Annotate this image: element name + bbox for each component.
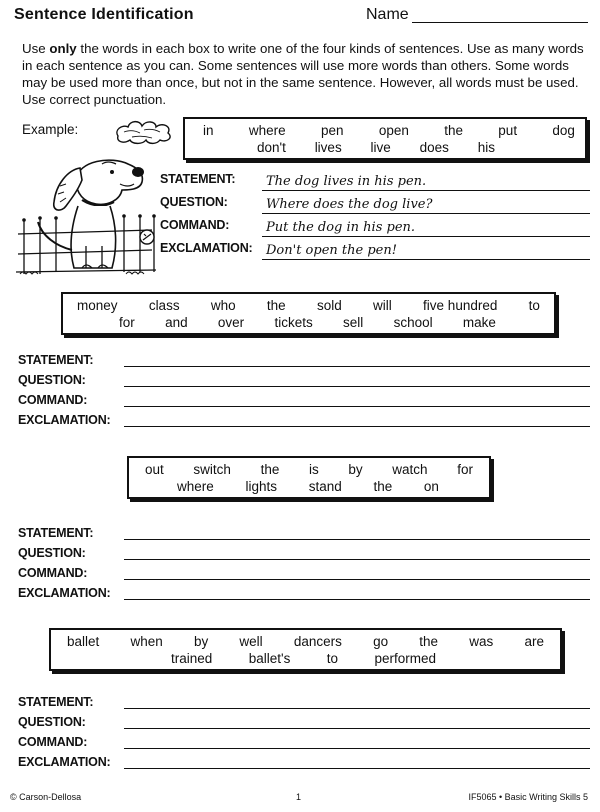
word: watch [392,462,428,477]
word: when [130,634,163,649]
footer-copyright: © Carson-Dellosa [10,792,82,802]
question-answer-line[interactable] [124,386,590,387]
question-answer-line[interactable] [124,728,590,729]
word: lights [245,479,277,494]
word: was [469,634,494,649]
word: go [373,634,389,649]
word: on [423,479,439,494]
word: open [378,123,409,138]
statement-label: STATEMENT: [18,526,94,540]
word: out [145,462,164,477]
word-box-2-row-1 [129,462,489,477]
word: trained [171,651,213,666]
exclamation-answer-line[interactable] [124,768,590,769]
word: does [419,140,449,155]
word: five hundred [423,298,498,313]
command-label: COMMAND: [18,566,88,580]
statement-answer-line[interactable] [124,366,590,367]
name-line[interactable] [412,22,588,23]
word: ballet [67,634,100,649]
word-box-2 [127,456,491,499]
command-answer-line[interactable] [124,406,590,407]
word-box-3-row-2 [51,651,560,666]
word: for [119,315,135,330]
word: who [210,298,236,313]
word: class [148,298,180,313]
word: by [193,634,209,649]
word: pen [320,123,344,138]
example-statement-label: STATEMENT: [160,172,236,186]
word: stand [308,479,342,494]
example-word-row-1 [185,123,585,138]
command-answer-line[interactable] [124,579,590,580]
example-exclamation-line [262,259,590,260]
word: put [498,123,518,138]
question-label: QUESTION: [18,373,86,387]
statement-label: STATEMENT: [18,695,94,709]
word: dog [552,123,575,138]
word: tickets [274,315,313,330]
dog-illustration [16,150,166,280]
exclamation-answer-line[interactable] [124,599,590,600]
word: his [477,140,495,155]
statement-label: STATEMENT: [18,353,94,367]
example-statement-line [262,190,590,191]
example-word-row-2 [185,140,585,155]
example-command-line [262,236,590,237]
word: live [370,140,391,155]
exclamation-label: EXCLAMATION: [18,586,111,600]
example-question-answer: Where does the dog live? [266,197,433,212]
question-label: QUESTION: [18,715,86,729]
exclamation-label: EXCLAMATION: [18,413,111,427]
word: will [373,298,392,313]
instructions-part2: the words in each box to write one of the four kinds of sentences. Use as many words in each sentence as you can. Some sentences will use more words than others. Some words may be used more than once, but not in the same sentence. However, all words must be used. Use correct punctuation. [22,41,584,107]
word: sell [343,315,364,330]
word: to [326,651,339,666]
word: where [177,479,214,494]
word: make [462,315,496,330]
word: the [419,634,439,649]
example-statement-answer: The dog lives in his pen. [266,174,427,189]
word: the [260,462,280,477]
footer-book-info: IF5065 • Basic Writing Skills 5 [468,792,588,802]
word: performed [374,651,436,666]
instructions-part1: Use [22,41,50,56]
word: in [203,123,214,138]
word: to [528,298,540,313]
word: and [165,315,188,330]
exclamation-answer-line[interactable] [124,426,590,427]
word: the [373,479,393,494]
word-box-2-row-2 [129,479,489,494]
example-question-line [262,213,590,214]
word-box-3-row-1 [51,634,560,649]
example-label: Example: [22,122,79,137]
instructions [22,40,588,108]
word: well [239,634,263,649]
command-answer-line[interactable] [124,748,590,749]
example-exclamation-label: EXCLAMATION: [160,241,253,255]
example-question-label: QUESTION: [160,195,228,209]
question-answer-line[interactable] [124,559,590,560]
name-label: Name [366,6,409,23]
example-exclamation-answer: Don't open the pen! [266,243,397,258]
example-word-box [183,117,587,160]
exclamation-label: EXCLAMATION: [18,755,111,769]
command-label: COMMAND: [18,735,88,749]
word: school [393,315,433,330]
word: switch [193,462,231,477]
footer-page-number: 1 [296,792,302,802]
statement-answer-line[interactable] [124,708,590,709]
word: money [77,298,118,313]
word: sold [316,298,342,313]
example-command-answer: Put the dog in his pen. [266,220,416,235]
word-box-1-row-1 [63,298,554,313]
word-box-3 [49,628,562,671]
word: by [348,462,363,477]
statement-answer-line[interactable] [124,539,590,540]
word: the [444,123,463,138]
word-box-1 [61,292,556,335]
bone-dish-icon [138,228,156,246]
word-box-1-row-2 [63,315,554,330]
question-label: QUESTION: [18,546,86,560]
word: is [309,462,319,477]
instructions-bold: only [49,41,77,56]
example-command-label: COMMAND: [160,218,230,232]
word: for [457,462,473,477]
page-title: Sentence Identification [14,6,194,23]
word: don't [257,140,286,155]
word: dancers [293,634,342,649]
word: are [524,634,544,649]
cloud-icon [112,116,176,146]
command-label: COMMAND: [18,393,88,407]
word: the [266,298,286,313]
word: where [248,123,286,138]
word: ballet's [248,651,291,666]
word: lives [314,140,342,155]
word: over [217,315,245,330]
